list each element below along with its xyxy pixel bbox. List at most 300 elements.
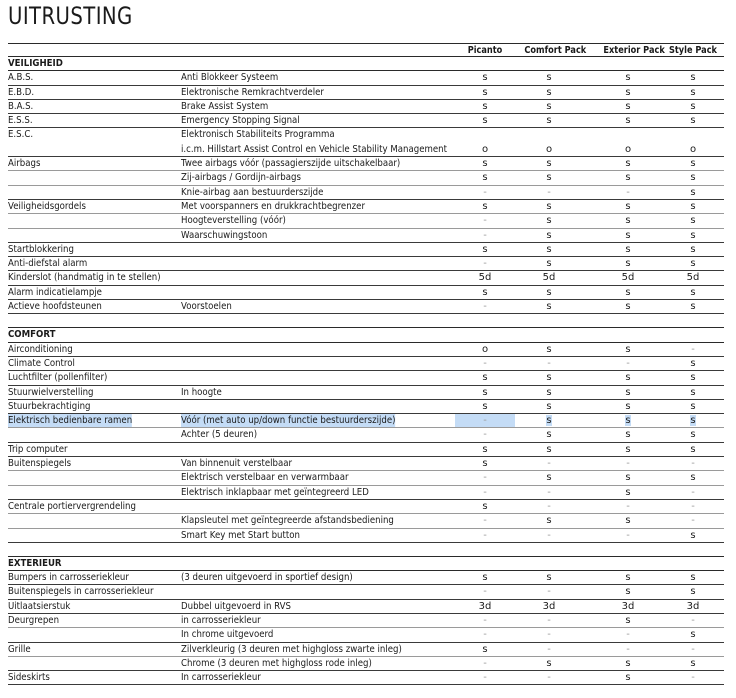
value-text: s [546, 286, 552, 298]
value-text: 3d [621, 600, 635, 612]
value-comfort-pack [519, 200, 579, 213]
value-style-pack [663, 628, 723, 641]
row-label: Bumpers in carrosseriekleur [8, 572, 129, 584]
value-style-pack [663, 243, 723, 256]
value-text: s [625, 258, 631, 270]
value-text: s [482, 243, 488, 255]
value-text: - [547, 500, 551, 512]
value-exterior-pack [598, 386, 658, 399]
table-row[interactable] [8, 414, 724, 428]
value-comfort-pack [519, 600, 579, 613]
table-row[interactable] [8, 157, 724, 171]
row-description: Knie-airbag aan bestuurderszijde [181, 186, 324, 198]
value-comfort-pack [519, 371, 579, 384]
value-text: - [691, 643, 695, 655]
row-label: E.B.D. [8, 86, 35, 98]
value-style-pack [663, 400, 723, 413]
table-row[interactable] [8, 300, 724, 314]
value-style-pack [663, 486, 723, 499]
row-description: Zij-airbags / Gordijn-airbags [181, 172, 301, 184]
section-header [8, 328, 724, 342]
row-label: A.B.S. [8, 72, 34, 84]
value-text: s [625, 86, 631, 98]
value-text: s [690, 258, 696, 270]
value-text: o [624, 143, 632, 155]
table-row[interactable] [8, 371, 724, 385]
value-text: - [691, 515, 695, 527]
value-text: s [625, 586, 631, 598]
value-style-pack [663, 657, 723, 670]
table-row[interactable] [8, 86, 724, 100]
value-exterior-pack [598, 514, 658, 527]
value-style-pack [663, 643, 723, 656]
value-text: - [483, 629, 487, 641]
value-text: s [625, 400, 631, 412]
value-picanto [455, 643, 515, 656]
table-row[interactable] [8, 600, 724, 614]
row-description: Elektrisch verstelbaar en verwarmbaar [181, 472, 349, 484]
value-style-pack [663, 571, 723, 584]
value-text: s [546, 429, 552, 441]
value-comfort-pack [519, 71, 579, 84]
section-spacer [8, 314, 724, 328]
value-text: s [690, 472, 696, 484]
value-exterior-pack [598, 414, 658, 427]
value-text: s [546, 343, 552, 355]
value-exterior-pack [598, 343, 658, 356]
value-comfort-pack [519, 529, 579, 542]
table-row[interactable] [8, 200, 724, 214]
value-picanto [455, 157, 515, 170]
table-row[interactable] [8, 257, 724, 271]
value-text: s [482, 443, 488, 455]
value-style-pack [663, 457, 723, 470]
value-text: 5d [621, 272, 635, 284]
value-text: s [482, 643, 488, 655]
section-spacer [8, 543, 724, 557]
value-text: s [482, 372, 488, 384]
value-picanto [455, 671, 515, 684]
table-row[interactable] [8, 186, 724, 200]
value-text: s [482, 500, 488, 512]
value-text: s [482, 86, 488, 98]
value-text: s [546, 243, 552, 255]
value-text: 3d [478, 600, 492, 612]
row-label: Centrale portiervergrendeling [8, 500, 136, 512]
value-text: s [482, 572, 488, 584]
value-text: s [690, 357, 696, 369]
value-picanto [455, 71, 515, 84]
value-comfort-pack [519, 457, 579, 470]
value-comfort-pack [519, 257, 579, 270]
value-text: s [625, 200, 631, 212]
value-text: s [625, 372, 631, 384]
row-description: Zilverkleurig (3 deuren met highgloss zwarte inleg) [181, 643, 402, 655]
value-text: - [547, 357, 551, 369]
value-exterior-pack [598, 585, 658, 598]
value-text: s [546, 386, 552, 398]
value-style-pack [663, 214, 723, 227]
value-exterior-pack [598, 628, 658, 641]
row-description-continued: i.c.m. Hillstart Assist Control en Vehicle Stability Management [181, 143, 448, 155]
value-comfort-pack [519, 86, 579, 99]
table-row[interactable] [8, 585, 724, 599]
value-picanto [455, 585, 515, 598]
value-picanto [455, 657, 515, 670]
row-description: in carrosseriekleur [181, 614, 261, 626]
row-description: In hoogte [181, 386, 222, 398]
value-text: s [690, 215, 696, 227]
row-description: In chrome uitgevoerd [181, 629, 274, 641]
value-text: s [625, 386, 631, 398]
value-style-pack [663, 300, 723, 313]
value-text: - [626, 357, 630, 369]
value-text: - [483, 186, 487, 198]
value-exterior-pack [598, 428, 658, 441]
value-text: - [547, 643, 551, 655]
value-picanto [455, 443, 515, 456]
value-picanto [455, 300, 515, 313]
value-exterior-pack [598, 100, 658, 113]
value-picanto [455, 486, 515, 499]
value-text: s [690, 529, 696, 541]
table-row[interactable] [8, 128, 724, 157]
value-exterior-pack [598, 657, 658, 670]
value-text: s [690, 386, 696, 398]
value-text: s [546, 472, 552, 484]
value-text: - [547, 672, 551, 684]
value-text: - [691, 500, 695, 512]
table-row[interactable] [8, 400, 724, 414]
value-text: s [690, 72, 696, 84]
value-text: 3d [686, 600, 700, 612]
value-comfort-pack [519, 386, 579, 399]
value-text: s [546, 158, 552, 170]
value-text: s [625, 215, 631, 227]
value-text: s [625, 472, 631, 484]
row-label: Anti-diefstal alarm [8, 258, 88, 270]
value-comfort-pack [519, 628, 579, 641]
table-header-row [8, 43, 724, 57]
row-label: Startblokkering [8, 243, 74, 255]
value-text: - [626, 500, 630, 512]
value-style-pack [663, 614, 723, 627]
table-row[interactable] [8, 386, 724, 400]
value-text: s [625, 301, 631, 313]
table-row[interactable] [8, 214, 724, 228]
value-text: s [546, 443, 552, 455]
value-style-pack [663, 371, 723, 384]
value-text: s [690, 286, 696, 298]
table-row[interactable] [8, 514, 724, 528]
value-text: s [482, 158, 488, 170]
row-label: Stuurbekrachtiging [8, 400, 91, 412]
table-row[interactable] [8, 171, 724, 185]
value-text: - [626, 186, 630, 198]
table-row[interactable] [8, 457, 724, 471]
value-text: s [482, 458, 488, 470]
value-exterior-pack [598, 157, 658, 170]
value-text: s [625, 515, 631, 527]
table-row[interactable] [8, 671, 724, 685]
value-text: s [546, 100, 552, 112]
value-text: s [625, 672, 631, 684]
value-text: o [689, 143, 697, 155]
row-label: Airconditioning [8, 343, 73, 355]
value-text: o [481, 343, 489, 355]
value-text: s [625, 100, 631, 112]
row-label: E.S.C. [8, 129, 34, 141]
value-picanto [455, 471, 515, 484]
value-text: - [691, 486, 695, 498]
value-text: - [483, 486, 487, 498]
value-comfort-pack [519, 343, 579, 356]
value-text: s [625, 572, 631, 584]
value-exterior-pack [598, 500, 658, 513]
row-label: B.A.S. [8, 100, 34, 112]
value-text: - [691, 614, 695, 626]
value-exterior-pack [598, 86, 658, 99]
row-description: Elektronische Remkrachtverdeler [181, 86, 324, 98]
value-exterior-pack [598, 371, 658, 384]
table-row[interactable] [8, 100, 724, 114]
value-text: s [690, 572, 696, 584]
value-text: - [547, 458, 551, 470]
value-style-pack [663, 257, 723, 270]
row-description: Vóór (met auto up/down functie bestuurderszijde) [181, 415, 396, 427]
row-description: Elektronisch Stabiliteits Programma [181, 129, 335, 141]
row-description: In carrosseriekleur [181, 672, 261, 684]
row-description: Anti Blokkeer Systeem [181, 72, 279, 84]
table-row[interactable] [8, 286, 724, 300]
value-text: s [546, 86, 552, 98]
value-text: - [483, 529, 487, 541]
value-text: - [483, 415, 487, 427]
value-text: s [482, 72, 488, 84]
value-exterior-pack [598, 571, 658, 584]
row-label: Veiligheidsgordels [8, 200, 86, 212]
value-text: s [546, 115, 552, 127]
value-exterior-pack [598, 186, 658, 199]
value-style-pack [663, 443, 723, 456]
value-style-pack [663, 343, 723, 356]
value-style-pack [663, 500, 723, 513]
table-row[interactable] [8, 443, 724, 457]
row-description: Van binnenuit verstelbaar [181, 458, 293, 470]
value-text: s [625, 72, 631, 84]
value-comfort-pack [519, 143, 579, 156]
value-text: - [691, 672, 695, 684]
value-picanto [455, 600, 515, 613]
table-row[interactable] [8, 486, 724, 500]
value-picanto [455, 186, 515, 199]
value-text: s [690, 200, 696, 212]
row-description: (3 deuren uitgevoerd in sportief design) [181, 572, 353, 584]
value-picanto [455, 628, 515, 641]
value-text: s [546, 172, 552, 184]
row-label: Buitenspiegels in carrosseriekleur [8, 586, 154, 598]
value-comfort-pack [519, 186, 579, 199]
table-row[interactable] [8, 643, 724, 657]
value-text: - [483, 357, 487, 369]
value-picanto [455, 386, 515, 399]
table-row[interactable] [8, 357, 724, 371]
value-text: s [482, 386, 488, 398]
table-row[interactable] [8, 114, 724, 128]
value-text: s [690, 100, 696, 112]
value-text: s [482, 100, 488, 112]
value-exterior-pack [598, 600, 658, 613]
row-label: Trip computer [8, 443, 68, 455]
value-text: - [483, 258, 487, 270]
value-picanto [455, 286, 515, 299]
value-comfort-pack [519, 500, 579, 513]
value-picanto [455, 214, 515, 227]
table-row[interactable] [8, 428, 724, 442]
value-comfort-pack [519, 671, 579, 684]
value-comfort-pack [519, 657, 579, 670]
value-text: s [482, 115, 488, 127]
value-style-pack [663, 157, 723, 170]
table-row[interactable] [8, 657, 724, 671]
value-style-pack [663, 114, 723, 127]
value-comfort-pack [519, 571, 579, 584]
row-label: Stuurwielverstelling [8, 386, 94, 398]
value-text: s [546, 657, 552, 669]
value-exterior-pack [598, 643, 658, 656]
value-text: s [546, 72, 552, 84]
column-header-exterior-pack: Exterior Pack [603, 45, 665, 56]
value-comfort-pack [519, 300, 579, 313]
value-comfort-pack [519, 157, 579, 170]
value-picanto [455, 571, 515, 584]
value-picanto [455, 143, 515, 156]
value-exterior-pack [598, 400, 658, 413]
value-style-pack [663, 357, 723, 370]
value-text: - [547, 186, 551, 198]
value-comfort-pack [519, 486, 579, 499]
value-comfort-pack [519, 400, 579, 413]
value-exterior-pack [598, 300, 658, 313]
value-text: s [546, 572, 552, 584]
value-comfort-pack [519, 243, 579, 256]
value-picanto [455, 428, 515, 441]
row-label: Alarm indicatielampje [8, 286, 102, 298]
value-text: - [483, 215, 487, 227]
value-style-pack [663, 671, 723, 684]
value-text: s [625, 243, 631, 255]
table-row[interactable] [8, 529, 724, 543]
row-label: Buitenspiegels [8, 458, 72, 470]
value-picanto [455, 614, 515, 627]
value-picanto [455, 257, 515, 270]
value-comfort-pack [519, 100, 579, 113]
value-text: s [482, 400, 488, 412]
value-picanto [455, 414, 515, 427]
table-row[interactable] [8, 471, 724, 485]
value-text: - [547, 629, 551, 641]
value-exterior-pack [598, 357, 658, 370]
row-label: Uitlaatsierstuk [8, 600, 71, 612]
value-style-pack [663, 529, 723, 542]
value-text: s [690, 186, 696, 198]
value-exterior-pack [598, 457, 658, 470]
value-style-pack [663, 428, 723, 441]
row-description: Waarschuwingstoon [181, 229, 268, 241]
value-comfort-pack [519, 229, 579, 242]
row-label: Elektrisch bedienbare ramen [8, 415, 133, 427]
value-text: s [482, 172, 488, 184]
value-picanto [455, 171, 515, 184]
value-text: s [546, 258, 552, 270]
value-text: s [690, 158, 696, 170]
column-header-style-pack: Style Pack [668, 45, 718, 56]
row-description: Hoogteverstelling (vóór) [181, 215, 286, 227]
value-exterior-pack [598, 257, 658, 270]
value-text: - [691, 343, 695, 355]
value-style-pack [663, 100, 723, 113]
value-exterior-pack [598, 286, 658, 299]
table-row[interactable] [8, 229, 724, 243]
value-comfort-pack [519, 643, 579, 656]
row-label: Luchtfilter (pollenfilter) [8, 372, 108, 384]
table-row[interactable] [8, 614, 724, 628]
value-text: - [483, 229, 487, 241]
value-exterior-pack [598, 214, 658, 227]
value-exterior-pack [598, 114, 658, 127]
table-row[interactable] [8, 628, 724, 642]
value-text: s [625, 115, 631, 127]
section-header [8, 557, 724, 571]
value-comfort-pack [519, 428, 579, 441]
value-text: s [546, 200, 552, 212]
row-label: Airbags [8, 158, 41, 170]
section-title: EXTERIEUR [8, 557, 62, 569]
row-description: Met voorspanners en drukkrachtbegrenzer [181, 200, 365, 212]
value-picanto [455, 371, 515, 384]
value-text: s [690, 429, 696, 441]
table-row[interactable] [8, 243, 724, 257]
value-text: s [690, 372, 696, 384]
value-text: s [482, 286, 488, 298]
value-comfort-pack [519, 414, 579, 427]
value-text: o [545, 143, 553, 155]
value-text: s [625, 172, 631, 184]
table-row[interactable] [8, 343, 724, 357]
value-style-pack [663, 71, 723, 84]
value-picanto [455, 243, 515, 256]
value-text: s [546, 372, 552, 384]
row-label: Actieve hoofdsteunen [8, 301, 102, 313]
value-text: - [483, 429, 487, 441]
value-text: s [690, 115, 696, 127]
value-text: - [483, 614, 487, 626]
table-row[interactable] [8, 571, 724, 585]
value-picanto [455, 229, 515, 242]
value-text: - [483, 657, 487, 669]
value-text: s [690, 301, 696, 313]
value-text: - [483, 472, 487, 484]
row-description: Emergency Stopping Signal [181, 115, 300, 127]
value-text: 3d [542, 600, 556, 612]
value-text: - [547, 529, 551, 541]
table-row[interactable] [8, 271, 724, 285]
table-row[interactable] [8, 71, 724, 85]
value-picanto [455, 114, 515, 127]
table-row[interactable] [8, 500, 724, 514]
value-text: s [690, 229, 696, 241]
section-title: COMFORT [8, 329, 56, 341]
